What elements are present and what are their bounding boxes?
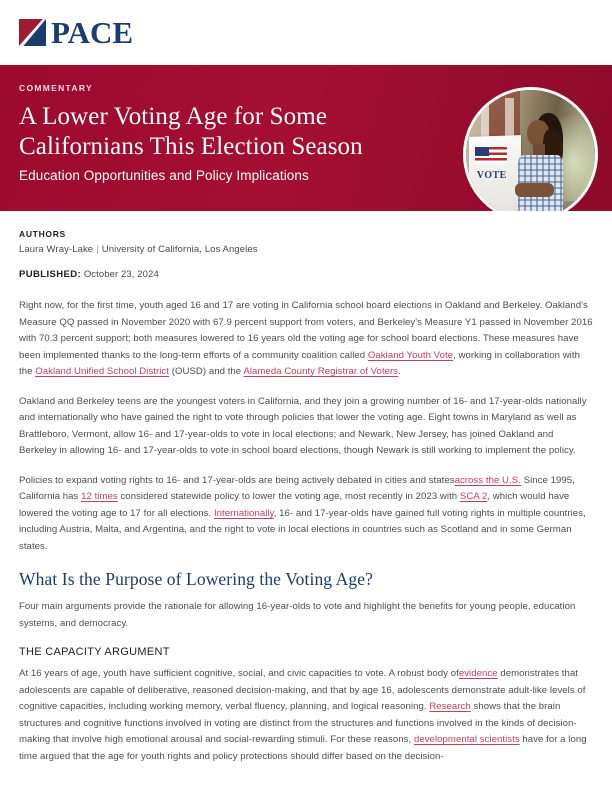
paragraph-1-text-a: Right now, for the first time, youth aged 16 and 17 are voting in California school board elections in Oakland and Berkeley. Oakland's Measure QQ passed in November 2020 with 67.9 percent support from voters, and Berkeley's Measure Y1 passed in November 2016 with 70.3 percent support; both measures lowered to 16 years old the voting age for school board elections. These measures have been implemented thanks to the long-term efforts of a community coalition called <box>19 300 593 361</box>
paragraph-3-text-e: , 16- and 17-year-olds have gained full voting rights in multiple countries, including Austria, Malta, and Argentina, and the right to vote in local elections in countries such as Scotland and in some German states. <box>19 507 586 552</box>
link-oakland-unified-school-district[interactable]: Oakland Unified School District <box>35 366 169 377</box>
paragraph-5 <box>19 666 593 765</box>
author-affiliation: University of California, Los Angeles <box>101 244 258 255</box>
link-internationally[interactable]: Internationally <box>213 507 274 519</box>
published-date: October 23, 2024 <box>83 269 159 280</box>
paragraph-3-text-d: , which would have lowered the voting age to 17 for all elections. <box>19 491 570 519</box>
paragraph-2: Oakland and Berkeley teens are the youngest voters in California, and they join a growing number of 16- and 17-year-olds nationally and internationally who have gained the right to vote through policies that lower the voting age. Eight towns in Maryland as well as Brattleboro, Vermont, allow 16- and 17-year-olds to vote in local elections; and Newark, New Jersey, has joined Oakland and Berkeley in allowing 16- and 17-year-olds to vote in school board elections, though Newark is still working to implement the policy. <box>19 395 587 456</box>
paragraph-5-text-b: demonstrates that adolescents are capable of deliberative, reasoned decision-making, and that by age 16, adolescents demonstrate adult-like levels of cognitive capacities, including working memory, verbal fluency, planning, and logical reasoning. <box>19 668 586 712</box>
paragraph-3-text-a: Policies to expand voting rights to 16- and 17-year-olds are being actively debated in cities and states <box>19 474 455 486</box>
byline-separator: | <box>96 244 99 255</box>
link-research[interactable]: Research <box>429 701 471 712</box>
link-across-the-us[interactable]: across the U.S. <box>454 474 521 486</box>
hero-photo-scene <box>466 90 595 211</box>
paragraph-5-text-c: shows that the brain structures and cognitive functions involved in voting are distinct from the structures and functions involved in the kinds of decision-making that involve high emotional arousal and social-rewarding stimuli. For these reasons, <box>19 701 577 745</box>
paragraph-5-text-d: have for a long time argued that the age for youth rights and policy protections should differ based on the decision- <box>19 734 587 762</box>
article-body <box>0 211 612 765</box>
published-label: PUBLISHED: <box>19 269 82 280</box>
vote-sign-text: VOTE <box>476 169 507 181</box>
paragraph-3-text-b: Since 1995, California has <box>19 474 575 502</box>
paragraph-3 <box>19 473 593 556</box>
link-evidence[interactable]: evidence <box>458 668 498 679</box>
link-12-times[interactable]: 12 times <box>81 491 118 502</box>
site-header <box>0 0 612 65</box>
subsection-heading-capacity-argument: THE CAPACITY ARGUMENT <box>19 646 170 658</box>
pace-logo-mark-icon <box>19 19 46 46</box>
paragraph-4: Four main arguments provide the rationale for allowing 16-year-olds to vote and highlight the benefits for young people, education systems, and democracy. <box>19 601 576 629</box>
authors-label: AUTHORS <box>19 229 66 239</box>
pace-logo-text: PACE <box>51 15 134 50</box>
link-alameda-county-registrar-of-voters[interactable]: Alameda County Registrar of Voters <box>243 366 399 377</box>
article-category-label: COMMENTARY <box>19 83 93 93</box>
paragraph-1 <box>19 298 593 381</box>
article-title: A Lower Voting Age for Some Californians This Election Season <box>19 103 363 160</box>
pace-logo[interactable] <box>19 17 133 48</box>
article-hero-banner <box>0 65 612 211</box>
link-sca-2[interactable]: SCA 2 <box>459 491 488 502</box>
link-developmental-scientists[interactable]: developmental scientists <box>413 734 520 745</box>
published-line <box>19 269 593 280</box>
paragraph-1-text-d: . <box>398 366 401 377</box>
section-heading-purpose: What Is the Purpose of Lowering the Voting Age? <box>19 569 373 589</box>
paragraph-5-text-a: At 16 years of age, youth have sufficient cognitive, social, and civic capacities to vote. A robust body of <box>19 668 459 679</box>
author-byline <box>19 244 593 255</box>
hero-photo <box>463 87 598 211</box>
paragraph-1-text-b: , working in collaboration with the <box>19 349 580 377</box>
article-subtitle: Education Opportunities and Policy Implications <box>19 167 309 183</box>
paragraph-1-text-c: (OUSD) and the <box>169 366 244 377</box>
link-oakland-youth-vote[interactable]: Oakland Youth Vote <box>367 349 454 361</box>
author-name: Laura Wray-Lake <box>19 244 94 255</box>
paragraph-3-text-c: considered statewide policy to lower the voting age, most recently in 2023 with <box>117 491 460 502</box>
